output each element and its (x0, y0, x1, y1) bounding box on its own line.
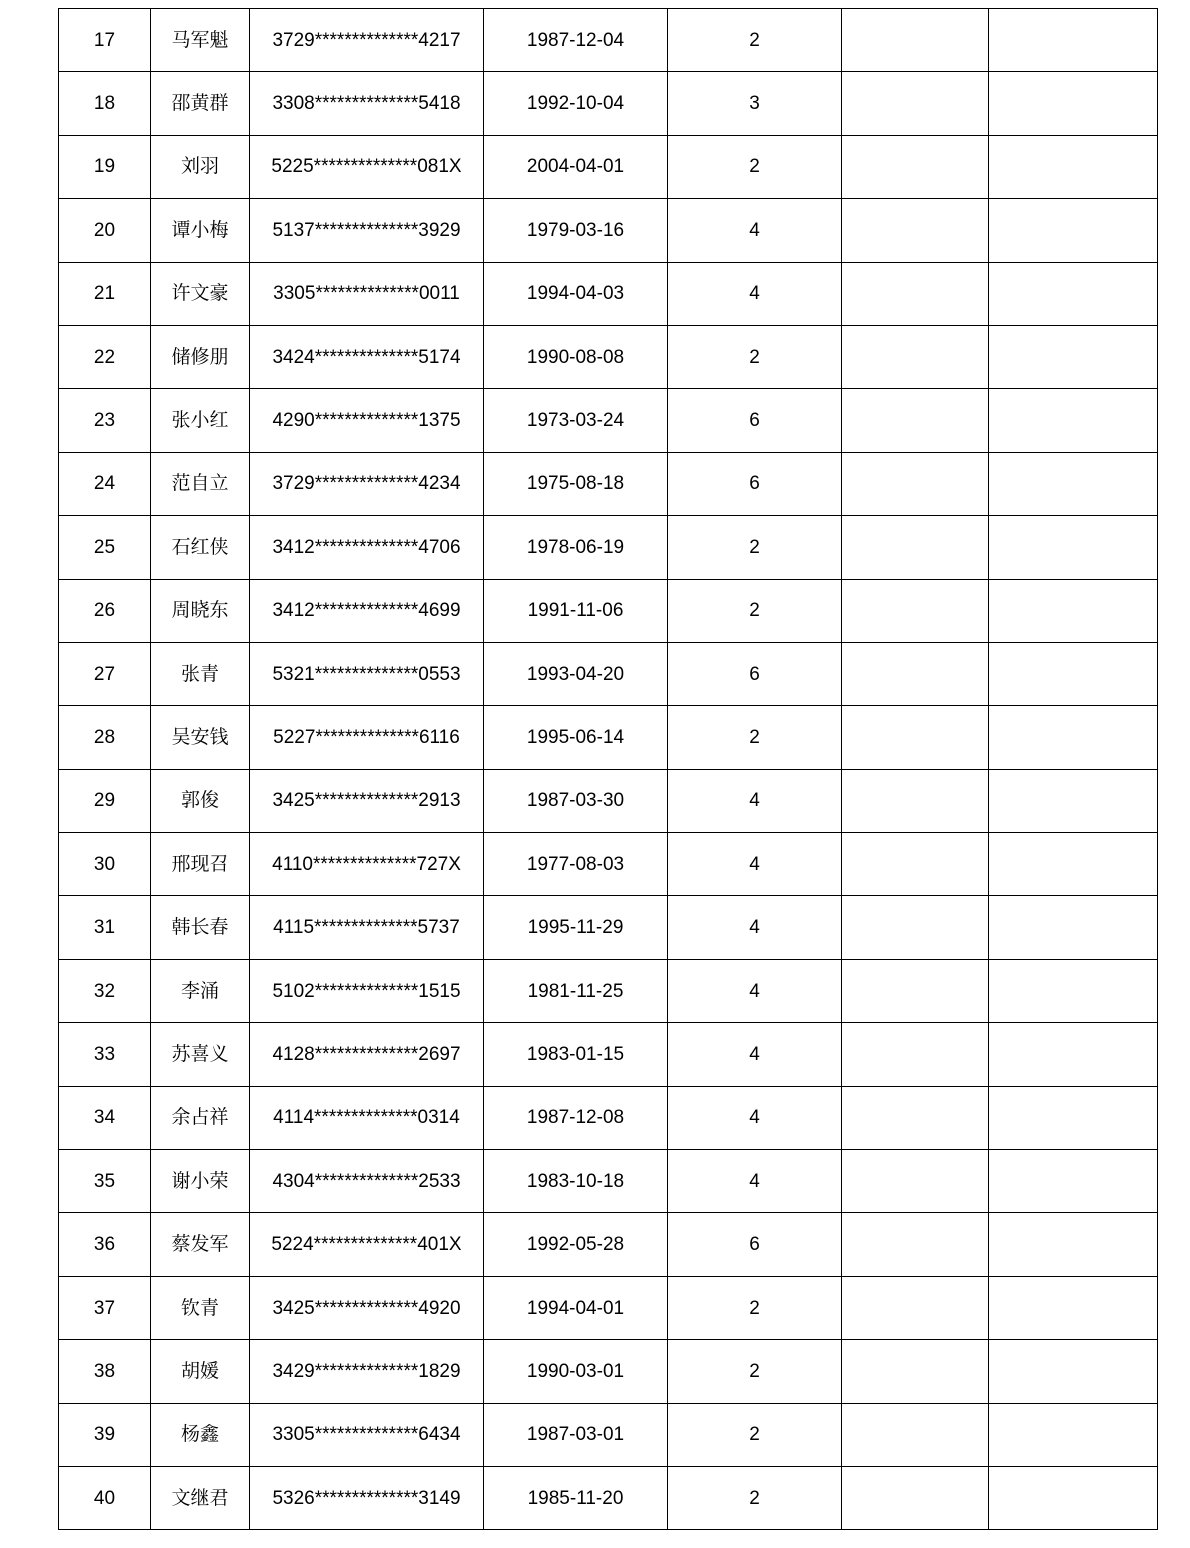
count-value: 4 (668, 199, 842, 262)
birth-date: 1987-03-01 (484, 1403, 668, 1466)
table-row (59, 769, 1158, 832)
person-name: 谢小荣 (151, 1150, 250, 1213)
row-number: 24 (59, 452, 151, 515)
table-row (59, 72, 1158, 135)
table-row (59, 389, 1158, 452)
birth-date: 1987-03-30 (484, 769, 668, 832)
id-number: 5224**************401X (250, 1213, 484, 1276)
blank-cell (989, 325, 1158, 388)
blank-cell (989, 1466, 1158, 1529)
person-name: 石红侠 (151, 516, 250, 579)
id-number: 3425**************2913 (250, 769, 484, 832)
id-number: 4290**************1375 (250, 389, 484, 452)
id-number: 3412**************4699 (250, 579, 484, 642)
blank-cell (989, 262, 1158, 325)
blank-cell (989, 896, 1158, 959)
birth-date: 1990-08-08 (484, 325, 668, 388)
person-name: 胡媛 (151, 1340, 250, 1403)
birth-date: 1978-06-19 (484, 516, 668, 579)
count-value: 4 (668, 1023, 842, 1086)
person-name: 储修朋 (151, 325, 250, 388)
blank-cell (842, 1340, 989, 1403)
table-row (59, 706, 1158, 769)
count-value: 2 (668, 1276, 842, 1339)
blank-cell (989, 1213, 1158, 1276)
row-number: 23 (59, 389, 151, 452)
row-number: 25 (59, 516, 151, 579)
count-value: 2 (668, 516, 842, 579)
blank-cell (842, 262, 989, 325)
id-number: 3308**************5418 (250, 72, 484, 135)
table-row (59, 579, 1158, 642)
blank-cell (989, 389, 1158, 452)
birth-date: 1992-10-04 (484, 72, 668, 135)
person-name: 许文豪 (151, 262, 250, 325)
id-number: 4304**************2533 (250, 1150, 484, 1213)
blank-cell (842, 642, 989, 705)
person-name: 文继君 (151, 1466, 250, 1529)
blank-cell (989, 516, 1158, 579)
blank-cell (842, 72, 989, 135)
birth-date: 1995-06-14 (484, 706, 668, 769)
id-number: 4115**************5737 (250, 896, 484, 959)
id-number: 5102**************1515 (250, 959, 484, 1022)
count-value: 4 (668, 896, 842, 959)
birth-date: 1975-08-18 (484, 452, 668, 515)
count-value: 6 (668, 452, 842, 515)
count-value: 4 (668, 959, 842, 1022)
birth-date: 1979-03-16 (484, 199, 668, 262)
birth-date: 1992-05-28 (484, 1213, 668, 1276)
blank-cell (989, 1086, 1158, 1149)
id-number: 5137**************3929 (250, 199, 484, 262)
birth-date: 1990-03-01 (484, 1340, 668, 1403)
table-row (59, 1276, 1158, 1339)
table-row (59, 959, 1158, 1022)
blank-cell (842, 325, 989, 388)
blank-cell (842, 1213, 989, 1276)
roster-body (59, 9, 1158, 1530)
id-number: 3429**************1829 (250, 1340, 484, 1403)
birth-date: 1994-04-01 (484, 1276, 668, 1339)
count-value: 3 (668, 72, 842, 135)
person-name: 张青 (151, 642, 250, 705)
count-value: 2 (668, 579, 842, 642)
birth-date: 1995-11-29 (484, 896, 668, 959)
count-value: 2 (668, 1466, 842, 1529)
row-number: 35 (59, 1150, 151, 1213)
blank-cell (989, 959, 1158, 1022)
roster-table (58, 8, 1158, 1530)
row-number: 36 (59, 1213, 151, 1276)
table-row (59, 1466, 1158, 1529)
row-number: 20 (59, 199, 151, 262)
row-number: 40 (59, 1466, 151, 1529)
birth-date: 1994-04-03 (484, 262, 668, 325)
table-row (59, 135, 1158, 198)
person-name: 马军魁 (151, 9, 250, 72)
id-number: 3425**************4920 (250, 1276, 484, 1339)
id-number: 3412**************4706 (250, 516, 484, 579)
id-number: 4114**************0314 (250, 1086, 484, 1149)
person-name: 钦青 (151, 1276, 250, 1339)
blank-cell (842, 1276, 989, 1339)
row-number: 17 (59, 9, 151, 72)
row-number: 33 (59, 1023, 151, 1086)
count-value: 4 (668, 833, 842, 896)
blank-cell (989, 833, 1158, 896)
id-number: 5326**************3149 (250, 1466, 484, 1529)
birth-date: 1987-12-08 (484, 1086, 668, 1149)
count-value: 6 (668, 389, 842, 452)
birth-date: 1987-12-04 (484, 9, 668, 72)
count-value: 4 (668, 769, 842, 832)
birth-date: 2004-04-01 (484, 135, 668, 198)
blank-cell (842, 1466, 989, 1529)
blank-cell (989, 1023, 1158, 1086)
table-row (59, 325, 1158, 388)
id-number: 3305**************6434 (250, 1403, 484, 1466)
row-number: 32 (59, 959, 151, 1022)
table-row (59, 1213, 1158, 1276)
blank-cell (989, 1340, 1158, 1403)
blank-cell (842, 1086, 989, 1149)
row-number: 34 (59, 1086, 151, 1149)
table-row (59, 9, 1158, 72)
blank-cell (842, 1150, 989, 1213)
table-row (59, 1150, 1158, 1213)
blank-cell (842, 579, 989, 642)
person-name: 杨鑫 (151, 1403, 250, 1466)
row-number: 31 (59, 896, 151, 959)
count-value: 6 (668, 1213, 842, 1276)
id-number: 3305**************0011 (250, 262, 484, 325)
row-number: 18 (59, 72, 151, 135)
blank-cell (989, 1150, 1158, 1213)
birth-date: 1973-03-24 (484, 389, 668, 452)
birth-date: 1991-11-06 (484, 579, 668, 642)
table-row (59, 516, 1158, 579)
blank-cell (842, 452, 989, 515)
person-name: 郭俊 (151, 769, 250, 832)
row-number: 22 (59, 325, 151, 388)
row-number: 39 (59, 1403, 151, 1466)
person-name: 蔡发军 (151, 1213, 250, 1276)
person-name: 邢现召 (151, 833, 250, 896)
blank-cell (989, 199, 1158, 262)
id-number: 3729**************4217 (250, 9, 484, 72)
blank-cell (989, 1276, 1158, 1339)
table-row (59, 642, 1158, 705)
blank-cell (989, 579, 1158, 642)
blank-cell (842, 389, 989, 452)
birth-date: 1983-01-15 (484, 1023, 668, 1086)
birth-date: 1977-08-03 (484, 833, 668, 896)
table-row (59, 452, 1158, 515)
row-number: 28 (59, 706, 151, 769)
table-row (59, 1403, 1158, 1466)
person-name: 吴安钱 (151, 706, 250, 769)
person-name: 刘羽 (151, 135, 250, 198)
count-value: 6 (668, 642, 842, 705)
person-name: 苏喜义 (151, 1023, 250, 1086)
blank-cell (842, 135, 989, 198)
table-row (59, 896, 1158, 959)
blank-cell (989, 452, 1158, 515)
row-number: 21 (59, 262, 151, 325)
table-row (59, 833, 1158, 896)
count-value: 4 (668, 262, 842, 325)
row-number: 30 (59, 833, 151, 896)
row-number: 29 (59, 769, 151, 832)
blank-cell (842, 1403, 989, 1466)
blank-cell (842, 1023, 989, 1086)
row-number: 27 (59, 642, 151, 705)
blank-cell (989, 9, 1158, 72)
person-name: 邵黄群 (151, 72, 250, 135)
blank-cell (842, 9, 989, 72)
blank-cell (842, 706, 989, 769)
id-number: 3424**************5174 (250, 325, 484, 388)
table-row (59, 262, 1158, 325)
row-number: 26 (59, 579, 151, 642)
table-row (59, 1086, 1158, 1149)
table-row (59, 199, 1158, 262)
table-row (59, 1340, 1158, 1403)
blank-cell (989, 135, 1158, 198)
blank-cell (989, 769, 1158, 832)
birth-date: 1993-04-20 (484, 642, 668, 705)
id-number: 5227**************6116 (250, 706, 484, 769)
birth-date: 1985-11-20 (484, 1466, 668, 1529)
blank-cell (842, 769, 989, 832)
id-number: 5225**************081X (250, 135, 484, 198)
id-number: 4110**************727X (250, 833, 484, 896)
person-name: 范自立 (151, 452, 250, 515)
id-number: 5321**************0553 (250, 642, 484, 705)
person-name: 韩长春 (151, 896, 250, 959)
blank-cell (989, 706, 1158, 769)
blank-cell (842, 199, 989, 262)
blank-cell (989, 72, 1158, 135)
birth-date: 1981-11-25 (484, 959, 668, 1022)
table-row (59, 1023, 1158, 1086)
row-number: 37 (59, 1276, 151, 1339)
blank-cell (842, 959, 989, 1022)
count-value: 2 (668, 1403, 842, 1466)
blank-cell (989, 642, 1158, 705)
person-name: 李涌 (151, 959, 250, 1022)
row-number: 19 (59, 135, 151, 198)
blank-cell (842, 896, 989, 959)
count-value: 2 (668, 325, 842, 388)
person-name: 余占祥 (151, 1086, 250, 1149)
blank-cell (842, 833, 989, 896)
person-name: 张小红 (151, 389, 250, 452)
count-value: 4 (668, 1086, 842, 1149)
count-value: 2 (668, 135, 842, 198)
person-name: 谭小梅 (151, 199, 250, 262)
blank-cell (842, 516, 989, 579)
count-value: 2 (668, 1340, 842, 1403)
birth-date: 1983-10-18 (484, 1150, 668, 1213)
count-value: 2 (668, 9, 842, 72)
row-number: 38 (59, 1340, 151, 1403)
id-number: 3729**************4234 (250, 452, 484, 515)
person-name: 周晓东 (151, 579, 250, 642)
id-number: 4128**************2697 (250, 1023, 484, 1086)
blank-cell (989, 1403, 1158, 1466)
count-value: 4 (668, 1150, 842, 1213)
count-value: 2 (668, 706, 842, 769)
